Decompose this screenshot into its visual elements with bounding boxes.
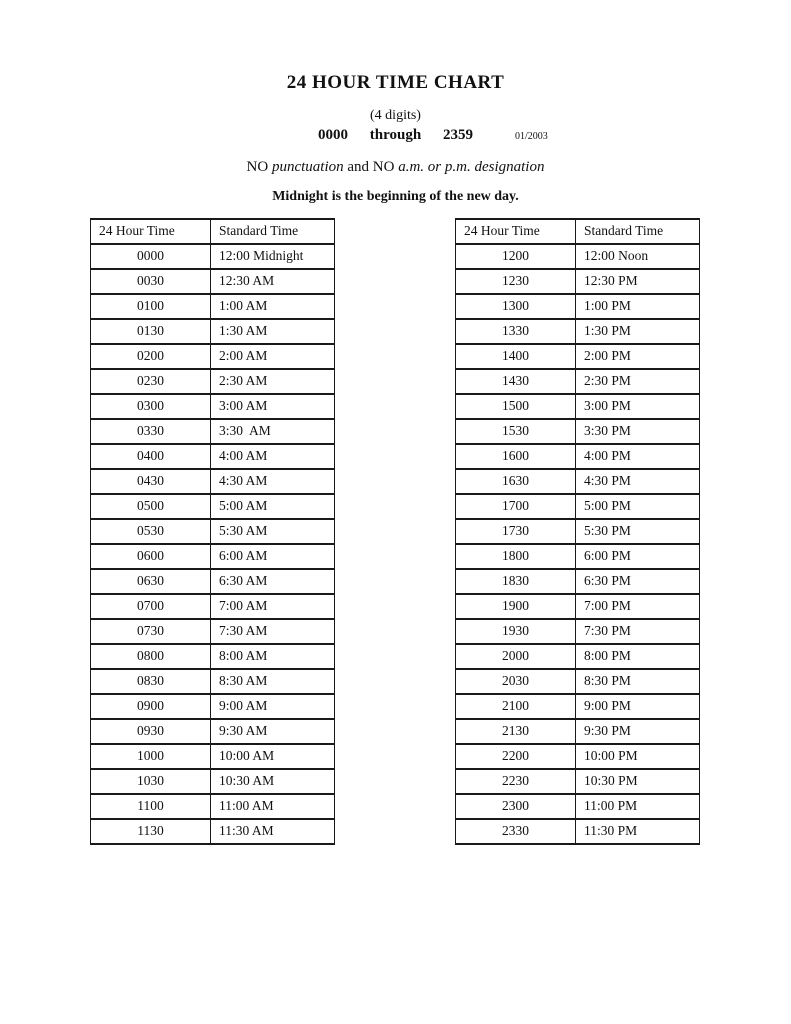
time-table-am xyxy=(90,218,335,845)
table-row xyxy=(91,694,335,719)
note-text: NO xyxy=(246,159,272,175)
range-line xyxy=(0,127,791,144)
cell-24hour-time: 0830 xyxy=(91,669,211,694)
cell-standard-time: 4:00 PM xyxy=(576,444,700,469)
cell-standard-time: 11:00 AM xyxy=(211,794,335,819)
cell-24hour-time: 1830 xyxy=(456,569,576,594)
cell-24hour-time: 0030 xyxy=(91,269,211,294)
cell-24hour-time: 2330 xyxy=(456,819,576,844)
cell-24hour-time: 0200 xyxy=(91,344,211,369)
cell-standard-time: 4:30 PM xyxy=(576,469,700,494)
cell-standard-time: 6:00 PM xyxy=(576,544,700,569)
cell-standard-time: 12:00 Noon xyxy=(576,244,700,269)
table-row xyxy=(456,744,700,769)
table-row xyxy=(91,469,335,494)
cell-standard-time: 9:30 AM xyxy=(211,719,335,744)
cell-24hour-time: 0530 xyxy=(91,519,211,544)
cell-standard-time: 7:00 AM xyxy=(211,594,335,619)
cell-24hour-time: 1330 xyxy=(456,319,576,344)
header-row xyxy=(91,219,335,244)
table-row xyxy=(91,594,335,619)
range-to: 2359 xyxy=(442,127,473,143)
cell-24hour-time: 1000 xyxy=(91,744,211,769)
cell-24hour-time: 2100 xyxy=(456,694,576,719)
table-row xyxy=(91,394,335,419)
cell-24hour-time: 2230 xyxy=(456,769,576,794)
table-row xyxy=(91,494,335,519)
cell-24hour-time: 0130 xyxy=(91,319,211,344)
cell-standard-time: 3:30 PM xyxy=(576,419,700,444)
cell-24hour-time: 1600 xyxy=(456,444,576,469)
table-row xyxy=(456,769,700,794)
table-row xyxy=(456,269,700,294)
cell-24hour-time: 0930 xyxy=(91,719,211,744)
table-row xyxy=(456,719,700,744)
cell-24hour-time: 0600 xyxy=(91,544,211,569)
table-row xyxy=(456,694,700,719)
table-row xyxy=(456,319,700,344)
table-row xyxy=(91,519,335,544)
cell-24hour-time: 1730 xyxy=(456,519,576,544)
cell-standard-time: 10:00 AM xyxy=(211,744,335,769)
cell-standard-time: 6:30 PM xyxy=(576,569,700,594)
cell-standard-time: 5:30 PM xyxy=(576,519,700,544)
table-row xyxy=(91,444,335,469)
table-row xyxy=(456,794,700,819)
cell-standard-time: 2:00 AM xyxy=(211,344,335,369)
cell-standard-time: 11:30 AM xyxy=(211,819,335,844)
table-row xyxy=(456,244,700,269)
midnight-note: Midnight is the beginning of the new day. xyxy=(272,189,519,204)
punctuation-note xyxy=(0,159,791,176)
cell-standard-time: 7:00 PM xyxy=(576,594,700,619)
cell-24hour-time: 0630 xyxy=(91,569,211,594)
cell-24hour-time: 1500 xyxy=(456,394,576,419)
cell-standard-time: 5:00 AM xyxy=(211,494,335,519)
table-row xyxy=(91,669,335,694)
cell-standard-time: 1:30 AM xyxy=(211,319,335,344)
cell-standard-time: 3:00 PM xyxy=(576,394,700,419)
cell-24hour-time: 0330 xyxy=(91,419,211,444)
cell-standard-time: 8:00 PM xyxy=(576,644,700,669)
table-row xyxy=(91,644,335,669)
table-row xyxy=(456,419,700,444)
cell-standard-time: 2:00 PM xyxy=(576,344,700,369)
table-row xyxy=(91,244,335,269)
table-row xyxy=(91,294,335,319)
cell-24hour-time: 1930 xyxy=(456,619,576,644)
table-row xyxy=(456,594,700,619)
cell-24hour-time: 0730 xyxy=(91,619,211,644)
cell-standard-time: 10:30 AM xyxy=(211,769,335,794)
cell-standard-time: 12:30 AM xyxy=(211,269,335,294)
cell-standard-time: 1:30 PM xyxy=(576,319,700,344)
cell-standard-time: 4:00 AM xyxy=(211,444,335,469)
cell-24hour-time: 2000 xyxy=(456,644,576,669)
cell-standard-time: 2:30 AM xyxy=(211,369,335,394)
cell-24hour-time: 2130 xyxy=(456,719,576,744)
cell-standard-time: 9:30 PM xyxy=(576,719,700,744)
table-row xyxy=(91,719,335,744)
cell-24hour-time: 0100 xyxy=(91,294,211,319)
cell-24hour-time: 1200 xyxy=(456,244,576,269)
cell-standard-time: 10:30 PM xyxy=(576,769,700,794)
table-row xyxy=(456,644,700,669)
cell-24hour-time: 1530 xyxy=(456,419,576,444)
cell-24hour-time: 1900 xyxy=(456,594,576,619)
tables-container xyxy=(90,218,700,845)
table-row xyxy=(456,294,700,319)
table-row xyxy=(91,369,335,394)
cell-24hour-time: 0430 xyxy=(91,469,211,494)
table-row xyxy=(91,344,335,369)
page-title: 24 HOUR TIME CHART xyxy=(286,72,505,93)
cell-standard-time: 8:30 AM xyxy=(211,669,335,694)
cell-24hour-time: 1700 xyxy=(456,494,576,519)
cell-standard-time: 7:30 AM xyxy=(211,619,335,644)
table-row xyxy=(456,369,700,394)
table-row xyxy=(91,794,335,819)
cell-standard-time: 8:30 PM xyxy=(576,669,700,694)
table-row xyxy=(91,744,335,769)
header-row xyxy=(456,219,700,244)
cell-24hour-time: 1030 xyxy=(91,769,211,794)
cell-24hour-time: 1230 xyxy=(456,269,576,294)
cell-standard-time: 5:00 PM xyxy=(576,494,700,519)
cell-24hour-time: 1430 xyxy=(456,369,576,394)
range-word: through xyxy=(369,127,422,143)
cell-24hour-time: 1300 xyxy=(456,294,576,319)
table-row xyxy=(91,769,335,794)
cell-standard-time: 4:30 AM xyxy=(211,469,335,494)
table-row xyxy=(456,544,700,569)
column-header-24hour: 24 Hour Time xyxy=(91,219,211,244)
table-row xyxy=(456,819,700,844)
table-row xyxy=(456,444,700,469)
cell-standard-time: 2:30 PM xyxy=(576,369,700,394)
cell-standard-time: 7:30 PM xyxy=(576,619,700,644)
cell-24hour-time: 0700 xyxy=(91,594,211,619)
cell-24hour-time: 2200 xyxy=(456,744,576,769)
cell-24hour-time: 0800 xyxy=(91,644,211,669)
table-row xyxy=(456,669,700,694)
cell-24hour-time: 0300 xyxy=(91,394,211,419)
cell-standard-time: 5:30 AM xyxy=(211,519,335,544)
cell-24hour-time: 1630 xyxy=(456,469,576,494)
table-row xyxy=(91,269,335,294)
cell-standard-time: 3:00 AM xyxy=(211,394,335,419)
cell-24hour-time: 2300 xyxy=(456,794,576,819)
cell-24hour-time: 0000 xyxy=(91,244,211,269)
date-note: 01/2003 xyxy=(515,131,548,142)
cell-standard-time: 8:00 AM xyxy=(211,644,335,669)
table-row xyxy=(91,544,335,569)
document-header xyxy=(0,0,791,205)
cell-24hour-time: 0500 xyxy=(91,494,211,519)
table-row xyxy=(456,494,700,519)
cell-standard-time: 6:00 AM xyxy=(211,544,335,569)
range-from: 0000 xyxy=(318,127,349,143)
table-row xyxy=(91,569,335,594)
note-italic-ampm: a.m. or p.m. designation xyxy=(398,159,545,175)
table-row xyxy=(456,619,700,644)
cell-standard-time: 10:00 PM xyxy=(576,744,700,769)
cell-24hour-time: 0900 xyxy=(91,694,211,719)
table-row xyxy=(91,619,335,644)
cell-standard-time: 11:30 PM xyxy=(576,819,700,844)
cell-24hour-time: 1130 xyxy=(91,819,211,844)
table-row xyxy=(456,569,700,594)
cell-standard-time: 3:30 AM xyxy=(211,419,335,444)
table-row xyxy=(456,344,700,369)
column-header-standard: Standard Time xyxy=(576,219,700,244)
digits-subtitle: (4 digits) xyxy=(370,108,421,123)
cell-standard-time: 9:00 PM xyxy=(576,694,700,719)
cell-standard-time: 1:00 PM xyxy=(576,294,700,319)
table-row xyxy=(91,419,335,444)
column-header-standard: Standard Time xyxy=(211,219,335,244)
cell-standard-time: 12:00 Midnight xyxy=(211,244,335,269)
table-row xyxy=(91,319,335,344)
note-italic-punctuation: punctuation xyxy=(271,159,344,175)
cell-24hour-time: 1100 xyxy=(91,794,211,819)
cell-24hour-time: 1400 xyxy=(456,344,576,369)
note-text: and NO xyxy=(343,159,399,175)
cell-24hour-time: 2030 xyxy=(456,669,576,694)
table-row xyxy=(91,819,335,844)
cell-standard-time: 1:00 AM xyxy=(211,294,335,319)
cell-standard-time: 6:30 AM xyxy=(211,569,335,594)
cell-standard-time: 9:00 AM xyxy=(211,694,335,719)
cell-24hour-time: 0400 xyxy=(91,444,211,469)
table-row xyxy=(456,519,700,544)
table-row xyxy=(456,469,700,494)
cell-standard-time: 11:00 PM xyxy=(576,794,700,819)
cell-standard-time: 12:30 PM xyxy=(576,269,700,294)
cell-24hour-time: 0230 xyxy=(91,369,211,394)
time-table-pm xyxy=(455,218,700,845)
table-row xyxy=(456,394,700,419)
cell-24hour-time: 1800 xyxy=(456,544,576,569)
column-header-24hour: 24 Hour Time xyxy=(456,219,576,244)
